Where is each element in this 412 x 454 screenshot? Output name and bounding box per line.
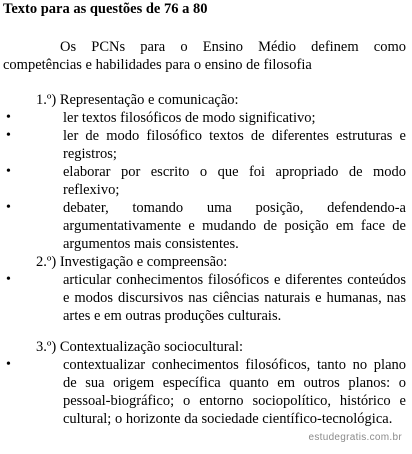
bullet-icon: • bbox=[6, 164, 11, 179]
list-item-text: debater, tomando uma posição, defendendo-a argumentativamente e mudando de posição em face de argumentos mais consistentes. bbox=[63, 200, 406, 252]
list-item-text: ler de modo filosófico textos de diferentes estruturas e registros; bbox=[63, 128, 406, 162]
list-item-text: ler textos filosóficos de modo significativo; bbox=[63, 110, 316, 126]
intro-paragraph: Os PCNs para o Ensino Médio definem como competências e habilidades para o ensino de filosofia bbox=[3, 39, 406, 73]
bullet-icon: • bbox=[6, 272, 11, 287]
list-item-text: elaborar por escrito o que foi apropriado de modo reflexivo; bbox=[63, 164, 406, 198]
bullet-icon: • bbox=[6, 200, 11, 215]
bullet-icon: • bbox=[6, 357, 11, 372]
bullet-icon: • bbox=[6, 128, 11, 143]
list-item-text: articular conhecimentos filosóficos e diferentes conteúdos e modos discursivos nas ciências naturais e humanas, nas artes e em outras produções culturais. bbox=[63, 272, 406, 324]
section-heading: 3.º) Contextualização sociocultural: bbox=[36, 339, 244, 355]
section-heading: 2.º) Investigação e compreensão: bbox=[36, 254, 228, 270]
list-item-text: contextualizar conhecimentos filosóficos, tanto no plano de sua origem específica quanto em outros planos: o pessoal-biográfico; o entorno sociopolítico, histórico e cultural; o horizonte da sociedade científico-tecnológica. bbox=[63, 357, 406, 427]
document-title: Texto para as questões de 76 a 80 bbox=[3, 1, 208, 17]
bullet-icon: • bbox=[6, 110, 11, 125]
section-heading: 1.º) Representação e comunicação: bbox=[36, 92, 239, 108]
watermark: estudegratis.com.br bbox=[308, 432, 402, 443]
